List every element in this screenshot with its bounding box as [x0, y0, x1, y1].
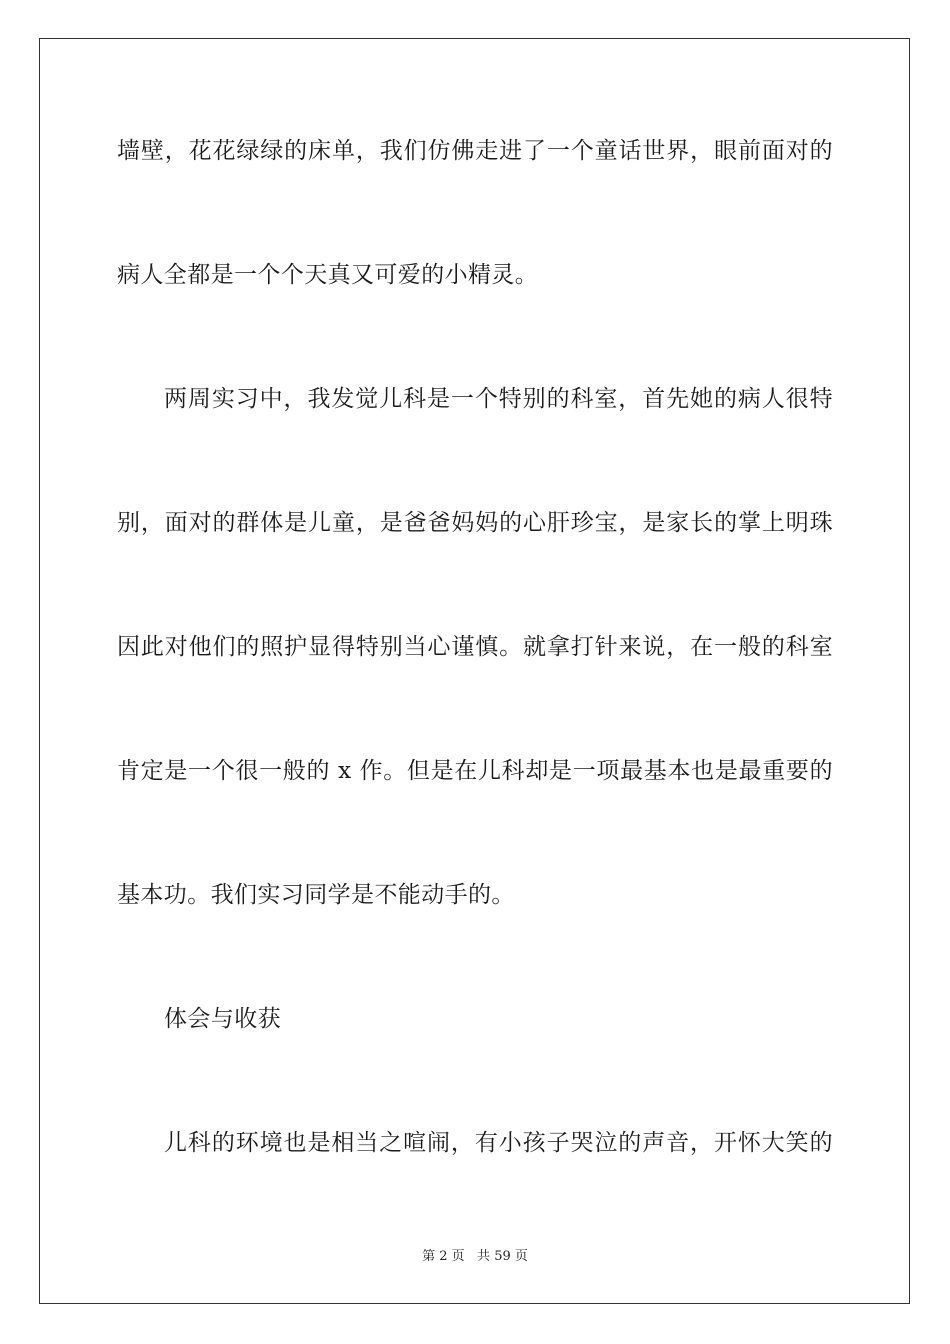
body-line-7: 基本功。我们实习同学是不能动手的。 — [117, 882, 515, 908]
body-line-3: 两周实习中，我发觉儿科是一个特别的科室，首先她的病人很特 — [164, 386, 833, 412]
body-line-2: 病人全都是一个个天真又可爱的小精灵。 — [117, 262, 539, 288]
section-heading: 体会与收获 — [164, 1006, 281, 1032]
body-line-9: 儿科的环境也是相当之喧闹，有小孩子哭泣的声音，开怀大笑的 — [164, 1130, 833, 1156]
body-line-4: 别，面对的群体是儿童，是爸爸妈妈的心肝珍宝，是家长的掌上明珠 — [117, 510, 833, 536]
body-line-6: 肯定是一个很一般的 x 作。但是在儿科却是一项最基本也是最重要的 — [117, 758, 833, 784]
page-number-footer: 第 2 页 共 59 页 — [422, 1249, 528, 1264]
body-line-1: 墙壁，花花绿绿的床单，我们仿佛走进了一个童话世界，眼前面对的 — [117, 138, 833, 164]
page-border — [39, 38, 910, 1304]
body-line-5: 因此对他们的照护显得特别当心谨慎。就拿打针来说，在一般的科室 — [117, 634, 833, 660]
